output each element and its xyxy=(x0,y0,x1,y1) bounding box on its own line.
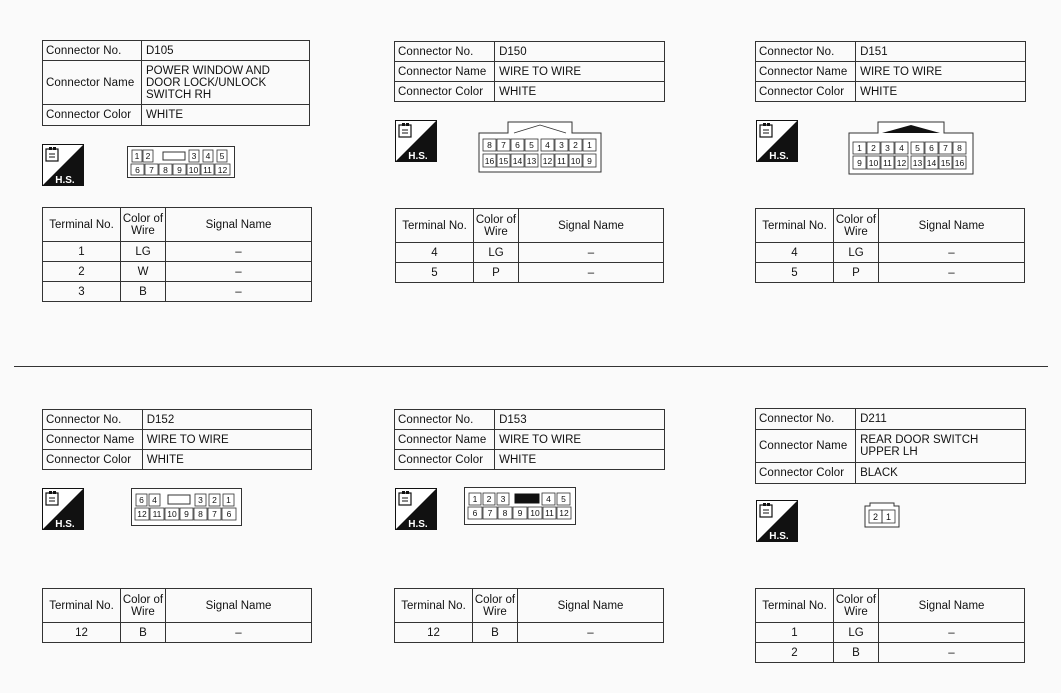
pin-label: 5 xyxy=(529,140,534,150)
hs-harness-side-icon xyxy=(395,488,437,530)
connector-color-value: BLACK xyxy=(856,463,1026,484)
pin-label: 6 xyxy=(472,508,478,518)
header-color-of-wire: Color of Wire xyxy=(834,209,879,243)
pin-label: 10 xyxy=(167,509,177,519)
header-terminal-no: Terminal No. xyxy=(396,209,474,243)
table-row: 2 W – xyxy=(43,262,312,282)
connector-no-value: D150 xyxy=(495,42,665,62)
hs-harness-side-icon xyxy=(42,144,84,186)
pin-label: 5 xyxy=(915,143,920,153)
pin-label: 7 xyxy=(212,509,217,519)
connector-block-d150 xyxy=(394,41,665,102)
hs-label: H.S. xyxy=(408,519,428,530)
pin-label: 10 xyxy=(188,165,199,175)
pin-label: 9 xyxy=(184,509,189,519)
pin-label: 1 xyxy=(472,494,478,504)
table-row: 1 LG – xyxy=(43,242,312,262)
connector-block-d152 xyxy=(42,409,312,470)
pin-label: 1 xyxy=(226,495,231,505)
header-terminal-no: Terminal No. xyxy=(43,589,121,623)
pin-label: 15 xyxy=(940,158,951,168)
terminal-table-d150 xyxy=(395,208,664,283)
connector-face-d151 xyxy=(848,121,974,175)
label-connector-name: Connector Name xyxy=(756,62,856,82)
hs-harness-side-icon xyxy=(756,120,798,162)
label-connector-color: Connector Color xyxy=(395,450,495,470)
pin-label: 9 xyxy=(177,165,182,175)
table-row: 3 B – xyxy=(43,282,312,302)
label-connector-no: Connector No. xyxy=(395,410,495,430)
pin-label: 4 xyxy=(152,495,157,505)
pin-label: 14 xyxy=(512,156,523,166)
pin-label: 8 xyxy=(163,165,168,175)
connector-name-value: WIRE TO WIRE xyxy=(495,430,665,450)
label-connector-name: Connector Name xyxy=(43,61,142,105)
pin-label: 2 xyxy=(872,512,879,522)
connector-name-value: REAR DOOR SWITCH UPPER LH xyxy=(856,430,1026,463)
table-row: 1 LG – xyxy=(756,623,1025,643)
label-connector-color: Connector Color xyxy=(756,82,856,102)
table-row: 12 B – xyxy=(395,623,664,643)
pin-label: 13 xyxy=(526,156,537,166)
label-connector-color: Connector Color xyxy=(395,82,495,102)
pin-label: 4 xyxy=(205,151,211,161)
hs-harness-side-icon xyxy=(756,500,798,542)
pin-label: 6 xyxy=(515,140,520,150)
pin-label: 11 xyxy=(152,509,162,519)
pin-label: 7 xyxy=(943,143,948,153)
header-terminal-no: Terminal No. xyxy=(395,589,473,623)
connector-block-d151 xyxy=(755,41,1026,102)
header-terminal-no: Terminal No. xyxy=(756,209,834,243)
hs-label: H.S. xyxy=(408,151,428,162)
terminal-table-d151 xyxy=(755,208,1025,283)
pin-label: 2 xyxy=(212,495,217,505)
pin-label: 2 xyxy=(573,140,578,150)
connector-name-value: WIRE TO WIRE xyxy=(856,62,1026,82)
header-color-of-wire: Color of Wire xyxy=(121,208,166,242)
label-connector-color: Connector Color xyxy=(43,105,142,126)
header-signal-name: Signal Name xyxy=(879,589,1025,623)
pin-label: 5 xyxy=(219,151,225,161)
connector-block-d153 xyxy=(394,409,665,470)
pin-label: 12 xyxy=(559,508,569,518)
label-connector-name: Connector Name xyxy=(756,430,856,463)
hs-label: H.S. xyxy=(769,531,789,542)
pin-label: 9 xyxy=(587,156,592,166)
pin-label: 1 xyxy=(885,512,892,522)
header-signal-name: Signal Name xyxy=(879,209,1025,243)
connector-block-d211 xyxy=(755,408,1026,484)
connector-block-d105 xyxy=(42,40,310,126)
connector-color-value: WHITE xyxy=(142,105,310,126)
connector-info-table xyxy=(42,40,310,126)
pin-label: 8 xyxy=(957,143,962,153)
pin-label: 2 xyxy=(145,151,151,161)
pin-label: 5 xyxy=(561,494,566,504)
pin-label: 11 xyxy=(883,158,892,168)
pin-label: 10 xyxy=(570,156,581,166)
pin-label: 12 xyxy=(137,509,147,519)
pin-label: 9 xyxy=(857,158,862,168)
pin-label: 1 xyxy=(134,151,140,161)
label-connector-color: Connector Color xyxy=(756,463,856,484)
header-signal-name: Signal Name xyxy=(519,209,664,243)
pin-label: 11 xyxy=(557,156,566,166)
pin-label: 7 xyxy=(501,140,506,150)
terminal-table-d211 xyxy=(755,588,1025,663)
header-color-of-wire: Color of Wire xyxy=(474,209,519,243)
pin-label: 12 xyxy=(542,156,553,166)
pin-label: 4 xyxy=(899,143,904,153)
pin-label: 3 xyxy=(191,151,197,161)
hs-harness-side-icon xyxy=(42,488,84,530)
connector-face-d211 xyxy=(864,502,900,528)
connector-name-value: WIRE TO WIRE xyxy=(495,62,665,82)
pin-label: 8 xyxy=(198,509,203,519)
header-terminal-no: Terminal No. xyxy=(43,208,121,242)
connector-no-value: D153 xyxy=(495,410,665,430)
pin-label: 10 xyxy=(530,508,540,518)
pin-label: 3 xyxy=(500,494,506,504)
connector-color-value: WHITE xyxy=(495,450,665,470)
pin-label: 7 xyxy=(487,508,493,518)
hs-label: H.S. xyxy=(769,151,789,162)
connector-name-value: WIRE TO WIRE xyxy=(142,430,311,450)
connector-no-value: D152 xyxy=(142,410,311,430)
table-row: 5 P – xyxy=(396,263,664,283)
pin-label: 8 xyxy=(502,508,508,518)
pin-label: 2 xyxy=(486,494,492,504)
pin-label: 11 xyxy=(545,508,554,518)
label-connector-name: Connector Name xyxy=(395,62,495,82)
pin-label: 12 xyxy=(217,165,228,175)
table-row: 2 B – xyxy=(756,643,1025,663)
pin-label: 4 xyxy=(546,494,551,504)
terminal-table-d153 xyxy=(394,588,664,643)
pin-label: 9 xyxy=(517,508,523,518)
pin-label: 2 xyxy=(871,143,876,153)
connector-no-value: D105 xyxy=(142,41,310,61)
table-row: 5 P – xyxy=(756,263,1025,283)
terminal-table-d152 xyxy=(42,588,312,643)
pin-label: 16 xyxy=(484,156,495,166)
table-row: 4 LG – xyxy=(396,243,664,263)
pin-label: 6 xyxy=(929,143,934,153)
header-signal-name: Signal Name xyxy=(166,589,312,623)
header-color-of-wire: Color of Wire xyxy=(121,589,166,623)
pin-label: 8 xyxy=(487,140,492,150)
table-row: 4 LG – xyxy=(756,243,1025,263)
pin-label: 3 xyxy=(885,143,890,153)
label-connector-no: Connector No. xyxy=(756,42,856,62)
pin-label: 4 xyxy=(545,140,550,150)
connector-color-value: WHITE xyxy=(495,82,665,102)
label-connector-no: Connector No. xyxy=(43,41,142,61)
label-connector-no: Connector No. xyxy=(756,409,856,430)
pin-label: 3 xyxy=(198,495,203,505)
hs-label: H.S. xyxy=(55,175,75,186)
connector-face-d105 xyxy=(127,146,235,178)
pin-label: 11 xyxy=(203,165,212,175)
label-connector-no: Connector No. xyxy=(43,410,143,430)
section-divider xyxy=(14,366,1048,367)
pin-label: 7 xyxy=(149,165,154,175)
header-color-of-wire: Color of Wire xyxy=(473,589,518,623)
header-terminal-no: Terminal No. xyxy=(756,589,834,623)
label-connector-name: Connector Name xyxy=(395,430,495,450)
pin-label: 1 xyxy=(587,140,592,150)
header-signal-name: Signal Name xyxy=(166,208,312,242)
connector-color-value: WHITE xyxy=(856,82,1026,102)
label-connector-no: Connector No. xyxy=(395,42,495,62)
pin-label: 10 xyxy=(868,158,879,168)
connector-color-value: WHITE xyxy=(142,450,311,470)
pin-label: 1 xyxy=(857,143,862,153)
connector-face-d153 xyxy=(464,487,576,525)
connector-name-value: POWER WINDOW AND DOOR LOCK/UNLOCK SWITCH RH xyxy=(142,61,310,105)
header-signal-name: Signal Name xyxy=(518,589,664,623)
connector-face-d152 xyxy=(131,488,242,526)
pin-label: 15 xyxy=(498,156,509,166)
pin-label: 12 xyxy=(896,158,907,168)
pin-label: 6 xyxy=(226,509,232,519)
connector-no-value: D211 xyxy=(856,409,1026,430)
pin-label: 14 xyxy=(926,158,937,168)
pin-label: 3 xyxy=(559,140,564,150)
pin-label: 16 xyxy=(954,158,965,168)
label-connector-name: Connector Name xyxy=(43,430,143,450)
pin-label: 6 xyxy=(135,165,140,175)
header-color-of-wire: Color of Wire xyxy=(834,589,879,623)
hs-label: H.S. xyxy=(55,519,75,530)
terminal-table-d105 xyxy=(42,207,312,302)
connector-face-d150 xyxy=(478,121,602,173)
label-connector-color: Connector Color xyxy=(43,450,143,470)
table-row: 12 B – xyxy=(43,623,312,643)
hs-harness-side-icon xyxy=(395,120,437,162)
pin-label: 6 xyxy=(139,495,144,505)
connector-no-value: D151 xyxy=(856,42,1026,62)
pin-label: 13 xyxy=(912,158,923,168)
